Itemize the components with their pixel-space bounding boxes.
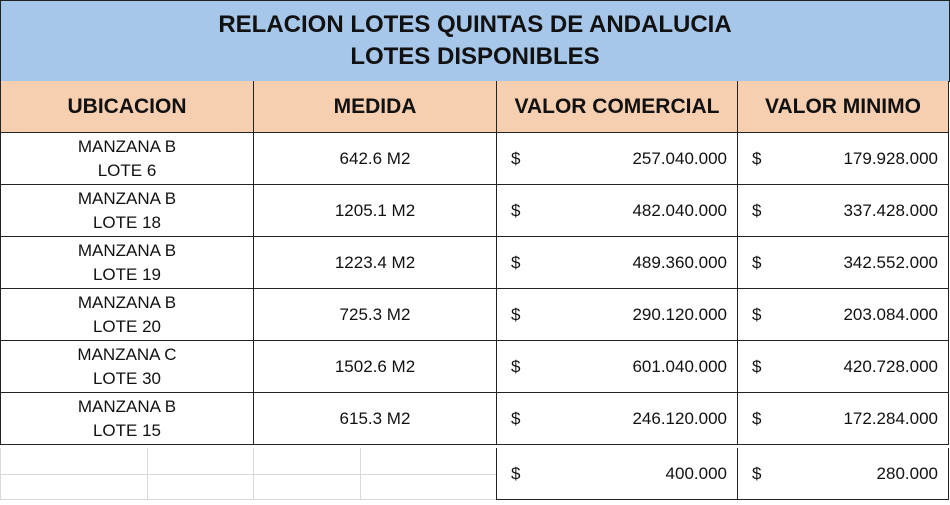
header-valor-minimo[interactable]: VALOR MINIMO [737, 81, 949, 133]
valor-minimo-cell[interactable] [737, 341, 949, 393]
currency-symbol: $ [511, 149, 521, 168]
lote-label: LOTE 6 [97, 161, 157, 180]
valor-minimo-amount: 280.000 [876, 464, 938, 483]
currency-symbol: $ [752, 409, 762, 428]
valor-comercial-amount: 246.120.000 [632, 409, 727, 428]
medida-cell[interactable]: 725.3 M2 [253, 289, 496, 341]
currency-symbol: $ [752, 305, 762, 324]
valor-minimo-amount: 203.084.000 [843, 305, 938, 324]
currency-symbol: $ [511, 201, 521, 220]
valor-minimo-cell[interactable] [737, 448, 949, 500]
header-medida[interactable]: MEDIDA [253, 81, 496, 133]
title-line-2: LOTES DISPONIBLES [350, 43, 600, 70]
medida-cell[interactable]: 1502.6 M2 [253, 341, 496, 393]
valor-comercial-amount: 601.040.000 [632, 357, 727, 376]
lote-label: LOTE 30 [92, 369, 162, 388]
table-row [0, 289, 950, 341]
currency-symbol: $ [752, 464, 762, 483]
currency-symbol: $ [511, 305, 521, 324]
valor-comercial-amount: 290.120.000 [632, 305, 727, 324]
currency-symbol: $ [511, 409, 521, 428]
valor-minimo-amount: 179.928.000 [843, 149, 938, 168]
title-line-1: RELACION LOTES QUINTAS DE ANDALUCIA [218, 11, 732, 38]
valor-minimo-amount: 172.284.000 [843, 409, 938, 428]
currency-symbol: $ [752, 201, 762, 220]
manzana-label: MANZANA B [77, 189, 177, 208]
table-row [0, 448, 950, 500]
valor-minimo-cell[interactable] [737, 393, 949, 445]
valor-comercial-amount: 400.000 [665, 464, 727, 483]
valor-comercial-cell[interactable] [496, 341, 737, 393]
table-row [0, 133, 950, 185]
valor-minimo-amount: 337.428.000 [843, 201, 938, 220]
valor-comercial-cell[interactable] [496, 185, 737, 237]
medida-cell[interactable]: 642.6 M2 [253, 133, 496, 185]
valor-comercial-cell[interactable] [496, 237, 737, 289]
valor-comercial-cell[interactable] [496, 133, 737, 185]
medida-cell[interactable]: 615.3 M2 [253, 393, 496, 445]
ubicacion-cell[interactable] [0, 341, 253, 393]
valor-minimo-cell[interactable] [737, 289, 949, 341]
valor-comercial-amount: 257.040.000 [632, 149, 727, 168]
header-valor-comercial[interactable]: VALOR COMERCIAL [496, 81, 737, 133]
manzana-label: MANZANA B [77, 137, 177, 156]
lote-label: LOTE 18 [92, 213, 162, 232]
valor-minimo-cell[interactable] [737, 237, 949, 289]
currency-symbol: $ [752, 357, 762, 376]
table-row [0, 237, 950, 289]
currency-symbol: $ [511, 253, 521, 272]
valor-minimo-cell[interactable] [737, 185, 949, 237]
table-row [0, 393, 950, 445]
table-title [0, 0, 950, 82]
medida-cell[interactable]: 1205.1 M2 [253, 185, 496, 237]
manzana-label: MANZANA B [77, 241, 177, 260]
valor-minimo-cell[interactable] [737, 133, 949, 185]
ubicacion-cell[interactable] [0, 185, 253, 237]
valor-minimo-amount: 420.728.000 [843, 357, 938, 376]
ubicacion-cell[interactable] [0, 133, 253, 185]
manzana-label: MANZANA B [77, 293, 177, 312]
table-row [0, 185, 950, 237]
ubicacion-cell[interactable] [0, 393, 253, 445]
table-row [0, 341, 950, 393]
currency-symbol: $ [752, 149, 762, 168]
valor-comercial-cell[interactable] [496, 289, 737, 341]
valor-comercial-amount: 482.040.000 [632, 201, 727, 220]
ubicacion-cell[interactable] [0, 289, 253, 341]
valor-comercial-cell[interactable] [496, 393, 737, 445]
medida-cell[interactable]: 1223.4 M2 [253, 237, 496, 289]
manzana-label: MANZANA C [77, 345, 177, 364]
lote-label: LOTE 15 [92, 421, 162, 440]
lote-label: LOTE 20 [92, 317, 162, 336]
valor-minimo-amount: 342.552.000 [843, 253, 938, 272]
currency-symbol: $ [511, 464, 521, 483]
lote-label: LOTE 19 [92, 265, 162, 284]
valor-comercial-amount: 489.360.000 [632, 253, 727, 272]
currency-symbol: $ [752, 253, 762, 272]
ubicacion-cell[interactable] [0, 237, 253, 289]
header-ubicacion[interactable]: UBICACION [0, 81, 253, 133]
manzana-label: MANZANA B [77, 397, 177, 416]
currency-symbol: $ [511, 357, 521, 376]
valor-comercial-cell[interactable] [496, 448, 737, 500]
